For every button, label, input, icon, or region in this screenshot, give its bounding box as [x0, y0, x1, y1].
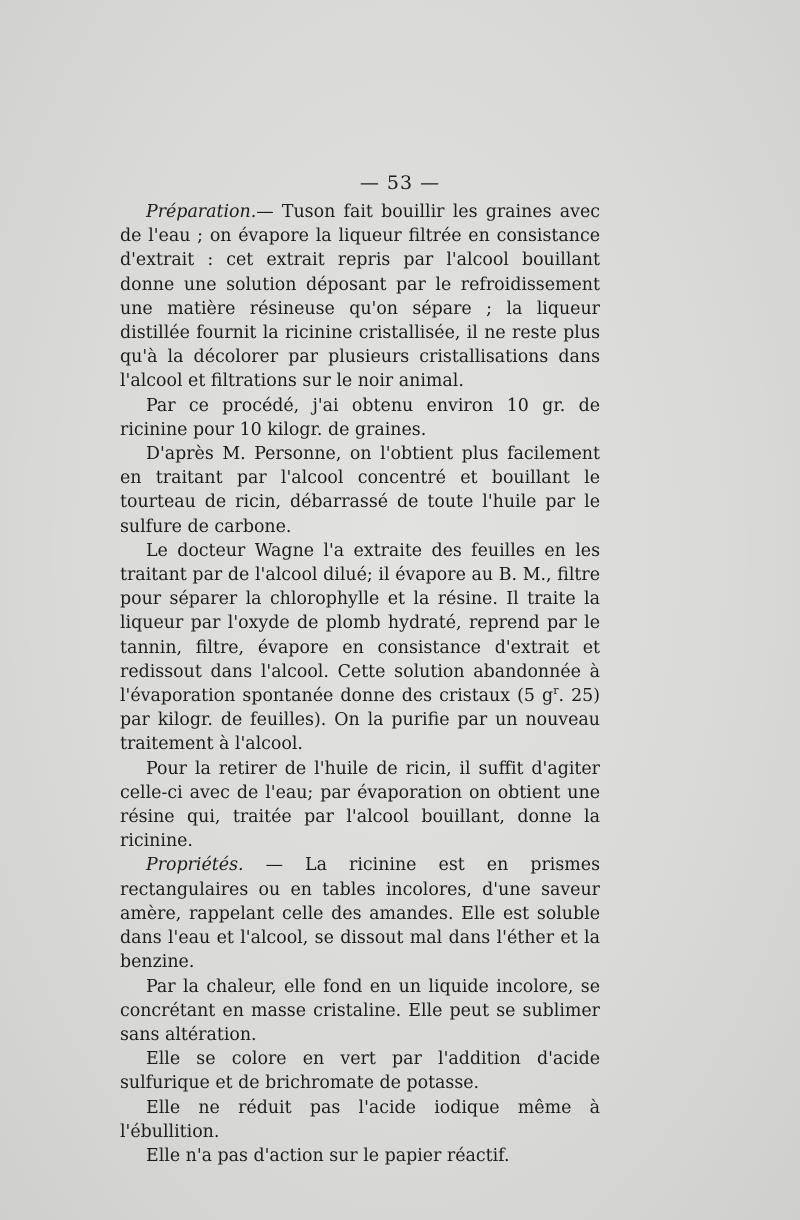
paragraph-text: — Tuson fait bouillir les graines avec de l'eau ; on évapore la liqueur filtrée en consistance d'extrait : cet extrait repris par l'alcool bouillant donne une solution déposant par le refroidissement une matière résineuse qu'on sépare ; la liqueur distillée fournit la ricinine cristallisée, il ne reste plus qu'à la décolorer par plusieurs cristallisations dans l'alcool et filtrations sur le noir animal. — [120, 202, 600, 392]
paragraph-text: Pour la retirer de l'huile de ricin, il suffit d'agiter celle-ci avec de l'eau; par évaporation on obtient une résine qui, traitée par l'alcool bouillant, donne la ricinine. — [120, 758, 600, 852]
paragraph-text: . 25) par kilogr. de feuilles). On la purifie par un nouveau traitement à l'alcool. — [120, 686, 600, 755]
paragraph — [120, 1096, 600, 1144]
paragraph-text: Par ce procédé, j'ai obtenu environ 10 gr. de ricinine pour 10 kilogr. de graines. — [120, 395, 600, 440]
page-number: — 53 — — [359, 172, 441, 194]
paragraph-text: Par la chaleur, elle fond en un liquide incolore, se concrétant en masse cristaline. Elle peut se sublimer sans altération. — [120, 976, 600, 1045]
paragraph-text: D'après M. Personne, on l'obtient plus facilement en traitant par l'alcool concentré et bouillant le tourteau de ricin, débarrassé de toute l'huile par le sulfure de carbone. — [120, 444, 600, 537]
paragraph-text: Le docteur Wagne l'a extraite des feuilles en les traitant par de l'alcool dilué; il évapore au B. M., filtre pour séparer la chlorophylle et la résine. Il traite la liqueur par l'oxyde de plomb hydraté, reprend par le tannin, filtre, évapore en consistance d'extrait et redissout dans l'alcool. Cette solution abandonnée à l'évaporation spontanée donne des cristaux (5 g — [120, 540, 600, 707]
paragraph — [120, 1144, 600, 1168]
body-text — [120, 200, 600, 1168]
paragraph — [120, 394, 600, 442]
paragraph-text: Elle ne réduit pas l'acide iodique même à l'ébullition. — [120, 1097, 600, 1142]
paragraph-text: Elle se colore en vert par l'addition d'acide sulfurique et de brichromate de potasse. — [120, 1049, 600, 1094]
paragraph-proprietes — [120, 853, 600, 974]
section-heading-preparation: Préparation. — [146, 202, 257, 222]
paragraph-text: — La ricinine est en prismes rectangulaires ou en tables incolores, d'une saveur amère, rappelant celle des amandes. Elle est soluble dans l'eau et l'alcool, se dissout mal dans l'éther et la benzine. — [120, 855, 600, 973]
paragraph — [120, 757, 600, 854]
paragraph-preparation — [120, 200, 600, 394]
paragraph — [120, 1047, 600, 1095]
section-heading-proprietes: Propriétés. — [146, 855, 244, 876]
paragraph — [120, 442, 600, 539]
paragraph — [120, 539, 600, 757]
superscript: r — [553, 684, 559, 698]
paragraph — [120, 975, 600, 1048]
paragraph-text: Elle n'a pas d'action sur le papier réactif. — [146, 1145, 510, 1166]
